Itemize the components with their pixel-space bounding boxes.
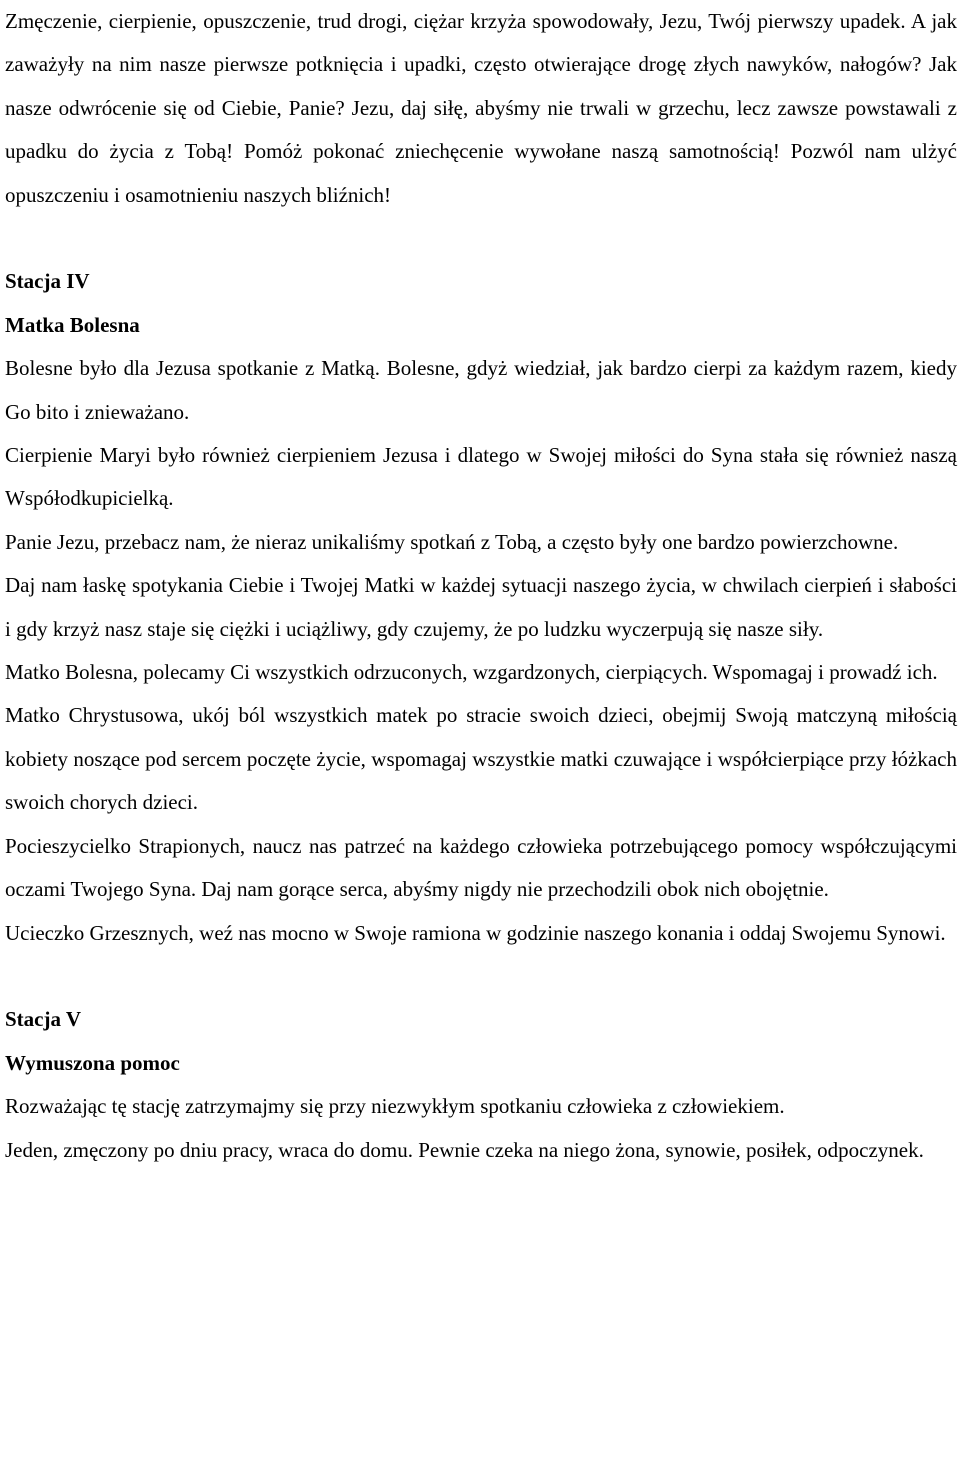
paragraph-station-v-intro: Rozważając tę stację zatrzymajmy się przy niezwykłym spotkaniu człowieka z człowiekiem. [5, 1094, 785, 1119]
paragraph-first-fall-reflection: Zmęczenie, cierpienie, opuszczenie, trud drogi, ciężar krzyża spowodowały, Jezu, Twój pierwszy upadek. A jak zaważyły na nim nasze pierwsze potknięcia i upadki, często otwierające drogę złych nawyków, nałogów? Jak nasze odwrócenie się od Ciebie, Panie? Jezu, daj siłę, abyśmy nie trwali w grzechu, lecz zawsze powstawali z upadku do życia z Tobą! Pomóż pokonać zniechęcenie wywołane naszą samotnością! Pozwól nam ulżyć opuszczeniu i osamotnieniu naszych bliźnich! [5, 9, 957, 207]
paragraph-forgive-us: Panie Jezu, przebacz nam, że nieraz unikaliśmy spotkań z Tobą, a często były one bardzo powierzchowne. [5, 529, 899, 554]
station-iv-subtitle: Matka Bolesna [5, 312, 140, 337]
paragraph-mother-of-christ: Matko Chrystusowa, ukój ból wszystkich matek po stracie swoich dzieci, obejmij Swoją matczyną miłością kobiety noszące pod sercem poczęte życie, wspomagaj wszystkie matki czuwające i współcierpiące przy łóżkach swoich chorych dzieci. [5, 703, 957, 815]
section-gap [5, 217, 957, 260]
document-page [5, 0, 957, 1172]
paragraph-grace-of-meeting: Daj nam łaskę spotykania Ciebie i Twojej Matki w każdej sytuacji naszego życia, w chwilach cierpień i słabości i gdy krzyż nasz staje się ciężki i uciążliwy, gdy czujemy, że po ludzku wyczerpują się nasze siły. [5, 573, 957, 641]
paragraph-sorrowful-mother: Matko Bolesna, polecamy Ci wszystkich odrzuconych, wzgardzonych, cierpiących. Wspomagaj i prowadź ich. [5, 660, 938, 685]
paragraph-comforter: Pocieszycielko Strapionych, naucz nas patrzeć na każdego człowieka potrzebującego pomocy współczującymi oczami Twojego Syna. Daj nam gorące serca, abyśmy nigdy nie przechodzili obok nich obojętnie. [5, 833, 957, 902]
section-gap [5, 955, 957, 998]
paragraph-tired-man: Jeden, zmęczony po dniu pracy, wraca do domu. Pewnie czeka na niego żona, synowie, posiłek, odpoczynek. [5, 1137, 924, 1162]
station-v-subtitle: Wymuszona pomoc [5, 1050, 180, 1075]
station-iv-heading: Stacja IV [5, 269, 90, 294]
station-v-heading: Stacja V [5, 1007, 82, 1032]
paragraph-refuge-of-sinners: Ucieczko Grzesznych, weź nas mocno w Swoje ramiona w godzinie naszego konania i oddaj Swojemu Synowi. [5, 920, 946, 945]
paragraph-meeting-mother: Bolesne było dla Jezusa spotkanie z Matką. Bolesne, gdyż wiedział, jak bardzo cierpi za każdym razem, kiedy Go bito i znieważano. [5, 356, 957, 424]
paragraph-mary-suffering: Cierpienie Maryi było również cierpieniem Jezusa i dlatego w Swojej miłości do Syna stała się również naszą Współodkupicielką. [5, 443, 957, 511]
